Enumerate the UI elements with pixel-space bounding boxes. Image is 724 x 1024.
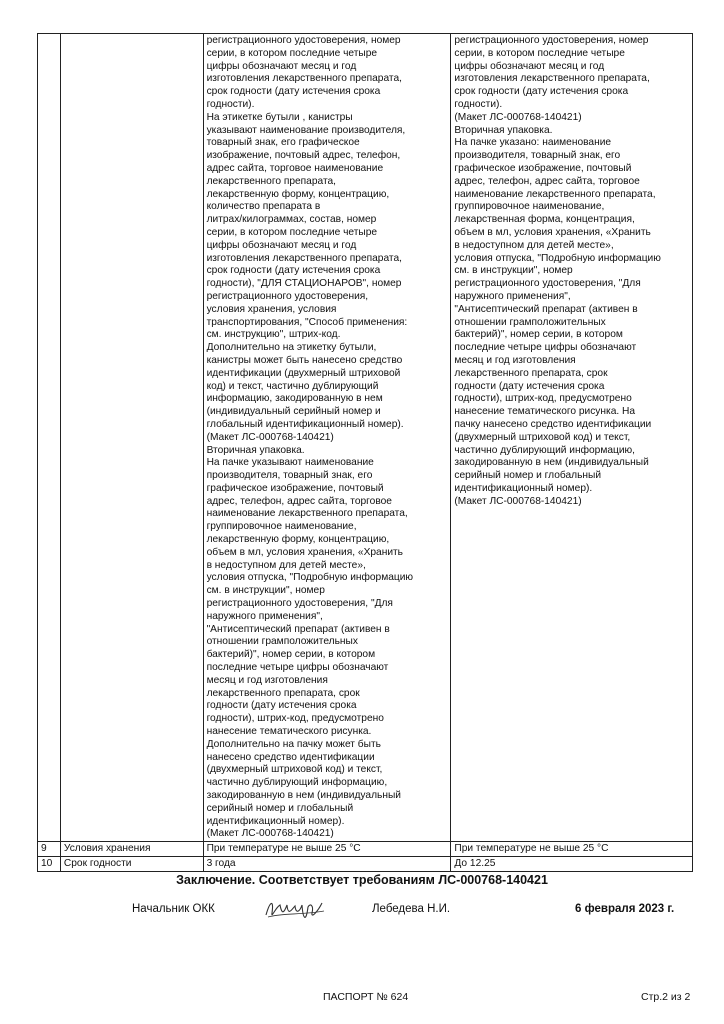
text-line: серийный номер и глобальный	[206, 802, 354, 814]
text-line: транспортирования, "Способ применения:	[206, 316, 408, 328]
text-line: см. в инструкции", номер	[206, 585, 325, 597]
text-line: пачку нанесено средство идентификации	[454, 418, 652, 430]
text-line: нанесение тематического рисунка.	[206, 726, 372, 738]
text-line: код) и текст, частично дублирующий	[206, 380, 379, 392]
text-line: годности), "ДЛЯ СТАЦИОНАРОВ", номер	[206, 278, 402, 290]
text-line: (Макет ЛС-000768-140421)	[206, 431, 334, 443]
text-line: изготовления лекарственного препарата,	[206, 252, 402, 264]
text-line: группировочное наименование,	[454, 201, 605, 213]
text-line: серии, в котором последние четыре	[206, 226, 378, 238]
text-line: годности (дату истечения срока	[454, 380, 605, 392]
text-line: (Макет ЛС-000768-140421)	[454, 495, 582, 507]
text-line: последние четыре цифры обозначают	[454, 342, 637, 354]
text-line: На пачке указывают наименование	[206, 457, 374, 469]
signatory-name: Лебедева Н.И.	[372, 903, 451, 915]
text-line: лекарственная форма, концентрация,	[454, 214, 635, 226]
text-line: условия отпуска, "Подробную информацию	[206, 572, 414, 584]
text-line: графическое изображение, почтовый	[454, 162, 632, 174]
text-line: нанесено средство идентификации	[206, 751, 375, 763]
text-line: идентификационный номер).	[454, 482, 593, 494]
specification-table	[37, 33, 693, 872]
text-line: наименование лекарственного препарата,	[206, 508, 408, 520]
text-line: регистрационного удостоверения, номер	[206, 35, 401, 46]
table-row-storage	[38, 842, 693, 857]
text-line: лекарственного препарата, срок	[454, 367, 608, 379]
text-line: идентификационный номер).	[206, 815, 345, 827]
text-line: см. инструкцию", штрих-код.	[206, 329, 341, 341]
row-spec: При температуре не выше 25 °С	[203, 842, 451, 857]
text-line: Вторичная упаковка.	[206, 444, 305, 456]
text-line: годности).	[206, 98, 255, 110]
text-line: закодированную в нем (индивидуальный	[206, 790, 401, 802]
text-line: в недоступном для детей месте»,	[454, 239, 614, 251]
handwritten-signature	[262, 893, 330, 934]
cell-name-empty	[60, 34, 203, 842]
text-line: идентификации (двухмерный штриховой	[206, 367, 401, 379]
text-line: в недоступном для детей месте»,	[206, 559, 366, 571]
text-line: (индивидуальный серийный номер и	[206, 406, 381, 418]
text-line: изготовления лекарственного препарата,	[206, 73, 402, 85]
text-line: "Антисептический препарат (активен в	[206, 623, 390, 635]
passport-number: ПАСПОРТ № 624	[323, 991, 409, 1003]
text-line: месяц и год изготовления	[454, 354, 576, 366]
text-line: адрес, телефон, адрес сайта, торговое	[454, 175, 640, 187]
text-line: регистрационного удостоверения, номер	[454, 35, 649, 46]
text-line: условия отпуска, "Подробную информацию	[454, 252, 661, 264]
text-line: "Антисептический препарат (активен в	[454, 303, 638, 315]
text-line: последние четыре цифры обозначают	[206, 662, 389, 674]
text-line: На этикетке бутыли , канистры	[206, 111, 353, 123]
text-line: литрах/килограммах, состав, номер	[206, 214, 377, 226]
text-line: регистрационного удостоверения, "Для	[454, 278, 641, 290]
text-line: (двухмерный штриховой код) и текст,	[206, 764, 383, 776]
text-line: закодированную в нем (индивидуальный	[454, 457, 649, 469]
text-line: группировочное наименование,	[206, 521, 357, 533]
text-line: бактерий)", номер серии, в котором	[206, 649, 376, 661]
text-line: На пачке указано: наименование	[454, 137, 612, 149]
text-line: см. в инструкции", номер	[454, 265, 573, 277]
text-line: срок годности (дату истечения срока	[206, 86, 381, 98]
text-line: графическое изображение, почтовый	[206, 482, 384, 494]
table-row-shelf-life	[38, 857, 693, 872]
text-line: отношении грамположительных	[206, 636, 358, 648]
cell-num-empty	[38, 34, 61, 842]
text-line: Дополнительно на этикетку бутыли,	[206, 342, 377, 354]
row-result: До 12.25	[451, 857, 693, 872]
text-line: лекарственного препарата,	[206, 175, 336, 187]
document-date: 6 февраля 2023 г.	[575, 903, 675, 915]
text-line: годности (дату истечения срока	[206, 700, 357, 712]
text-line: регистрационного удостоверения, "Для	[206, 598, 393, 610]
table-row-continuation	[38, 34, 693, 842]
text-line: бактерий)", номер серии, в котором	[454, 329, 623, 341]
text-line: количество препарата в	[206, 201, 321, 213]
text-line: серии, в котором последние четыре	[206, 47, 378, 59]
text-line: цифры обозначают месяц и год	[206, 239, 357, 251]
text-line: отношении грамположительных	[454, 316, 606, 328]
page-number: Стр.2 из 2	[641, 991, 691, 1003]
text-line: адрес, телефон, адрес сайта, торговое	[206, 495, 392, 507]
text-line: годности).	[454, 98, 503, 110]
text-line: изготовления лекарственного препарата,	[454, 73, 650, 85]
text-line: объем в мл, условия хранения, «Хранить	[454, 226, 651, 238]
text-line: Дополнительно на пачку может быть	[206, 738, 381, 750]
row-number: 10	[38, 857, 61, 872]
text-line: годности), штрих-код, предусмотрено	[206, 713, 384, 725]
text-line: наименование лекарственного препарата,	[454, 188, 656, 200]
text-line: нанесение тематического рисунка. На	[454, 406, 636, 418]
text-line: (Макет ЛС-000768-140421)	[454, 111, 582, 123]
text-line: месяц и год изготовления	[206, 674, 328, 686]
text-line: информацию, закодированную в нем	[206, 393, 383, 405]
text-line: товарный знак, его графическое	[206, 137, 360, 149]
text-line: частично дублирующий информацию,	[206, 777, 388, 789]
text-line: лекарственную форму, концентрацию,	[206, 534, 390, 546]
row-spec: 3 года	[203, 857, 451, 872]
text-line: объем в мл, условия хранения, «Хранить	[206, 546, 403, 558]
text-line: срок годности (дату истечения срока	[206, 265, 381, 277]
text-line: (Макет ЛС-000768-140421)	[206, 828, 334, 840]
text-line: частично дублирующий информацию,	[454, 444, 635, 456]
text-line: серии, в котором последние четыре	[454, 47, 625, 59]
text-line: наружного применения",	[454, 290, 571, 302]
text-line: цифры обозначают месяц и год	[206, 60, 357, 72]
text-line: указывают наименование производителя,	[206, 124, 406, 136]
cell-result-continuation	[451, 34, 693, 842]
text-line: лекарственного препарата, срок	[206, 687, 360, 699]
text-line: (двухмерный штриховой код) и текст,	[454, 431, 631, 443]
conclusion: Заключение. Соответствует требованиям ЛС-000768-140421	[176, 873, 548, 887]
row-result: При температуре не выше 25 °С	[451, 842, 693, 857]
text-line: адрес сайта, торговое наименование	[206, 162, 384, 174]
text-line: регистрационного удостоверения,	[206, 290, 369, 302]
text-line: производителя, товарный знак, его	[206, 470, 373, 482]
text-line: наружного применения",	[206, 610, 323, 622]
text-line: канистры может быть нанесено средство	[206, 354, 403, 366]
text-line: годности), штрих-код, предусмотрено	[454, 393, 632, 405]
text-line: условия хранения, условия	[206, 303, 337, 315]
row-parameter: Срок годности	[60, 857, 203, 872]
text-line: серийный номер и глобальный	[454, 470, 602, 482]
text-line: срок годности (дату истечения срока	[454, 86, 629, 98]
row-parameter: Условия хранения	[60, 842, 203, 857]
text-line: Вторичная упаковка.	[454, 124, 553, 136]
row-number: 9	[38, 842, 61, 857]
text-line: изображение, почтовый адрес, телефон,	[206, 150, 401, 162]
text-line: производителя, товарный знак, его	[454, 150, 621, 162]
text-line: цифры обозначают месяц и год	[454, 60, 605, 72]
cell-spec-continuation	[203, 34, 451, 842]
text-line: глобальный идентификационный номер).	[206, 418, 404, 430]
text-line: лекарственную форму, концентрацию,	[206, 188, 390, 200]
signatory-position: Начальник ОКК	[132, 903, 215, 915]
